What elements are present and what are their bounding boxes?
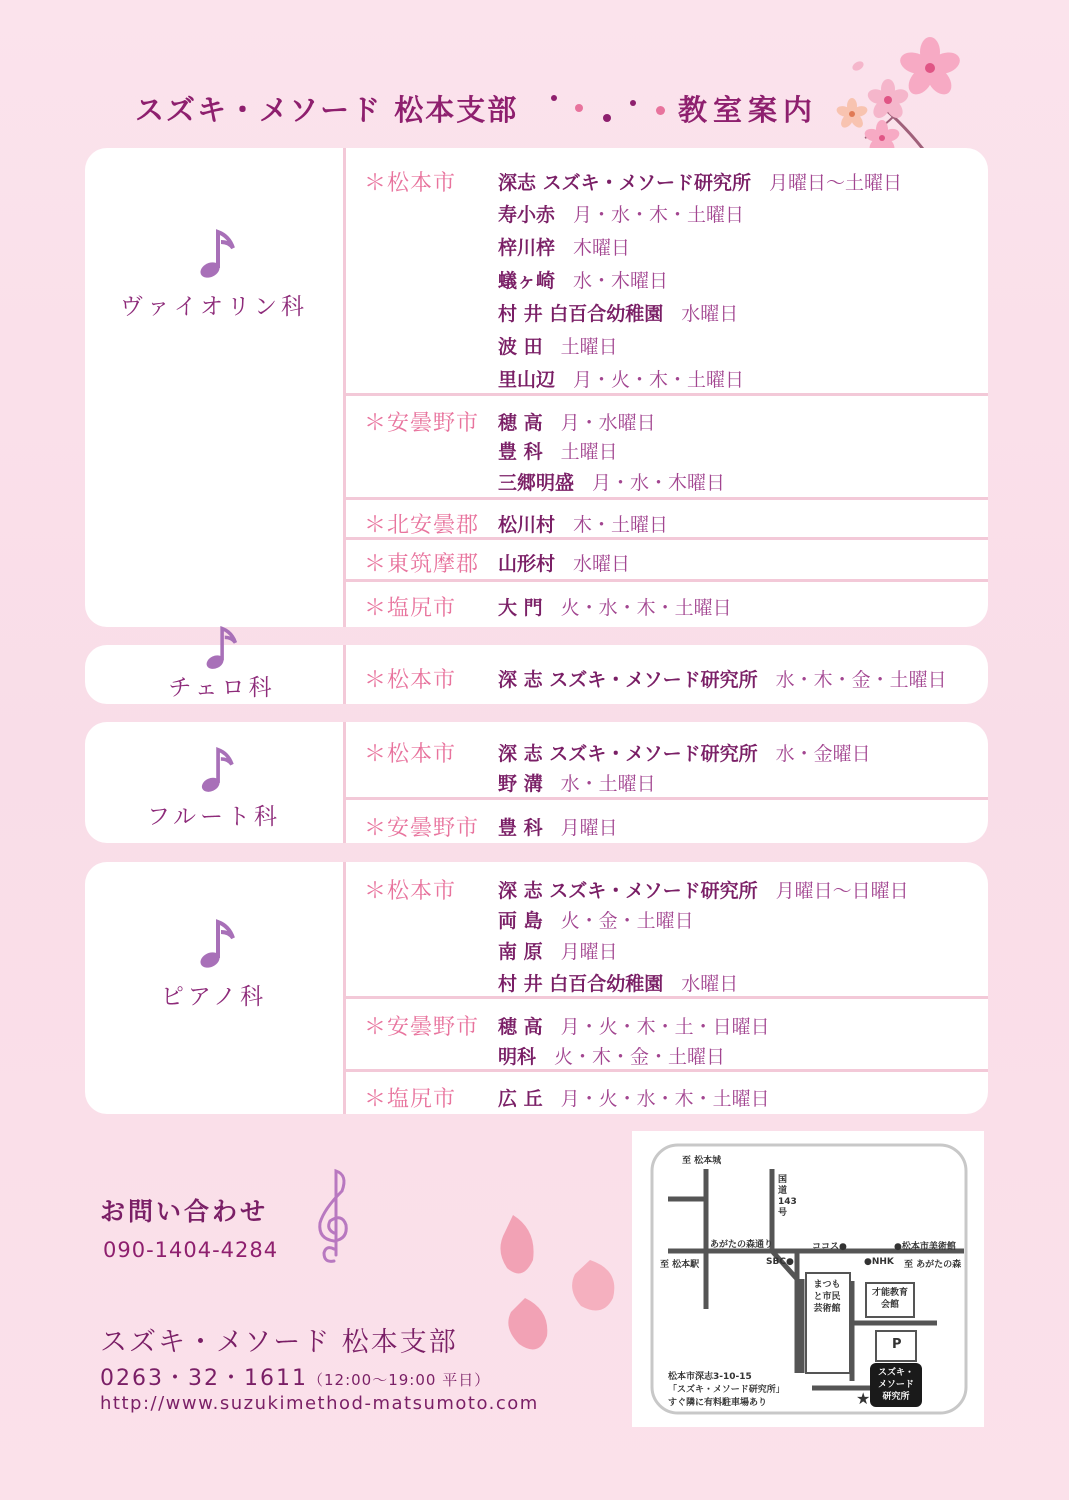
map-label: SBC● bbox=[766, 1257, 794, 1267]
list-item: 深志 スズキ・メソード研究所 月曜日〜土曜日 bbox=[498, 172, 903, 194]
region-block bbox=[346, 862, 988, 999]
region-block bbox=[346, 396, 988, 500]
decor-dot bbox=[575, 104, 583, 112]
region-block bbox=[346, 800, 988, 843]
region-block bbox=[346, 540, 988, 582]
list-item: 両 島 火・金・土曜日 bbox=[498, 910, 694, 932]
decor-dot bbox=[551, 95, 557, 101]
map-label: P bbox=[892, 1337, 902, 1352]
map-label: 松本市深志3-10-15 bbox=[668, 1372, 752, 1382]
dept-name: ヴァイオリン科 bbox=[119, 294, 309, 320]
region-name: ＊安曇野市 bbox=[364, 411, 480, 436]
map-label: スズキ・メソード研究所 bbox=[877, 1368, 914, 1402]
list-item: 穂 高 月・水曜日 bbox=[498, 412, 656, 434]
region-block bbox=[346, 645, 988, 704]
list-item: 深 志 スズキ・メソード研究所 水・木・金・土曜日 bbox=[498, 669, 947, 691]
region-name: ＊松本市 bbox=[364, 171, 457, 196]
page-subtitle: 教室案内 bbox=[678, 93, 819, 127]
list-item: 蟻ヶ崎 水・木曜日 bbox=[498, 270, 669, 292]
list-item: 松川村 木・土曜日 bbox=[498, 514, 669, 536]
list-item: 豊 科 土曜日 bbox=[498, 441, 618, 463]
petal-icon bbox=[495, 1210, 625, 1360]
list-item: 山形村 水曜日 bbox=[498, 553, 631, 575]
dept-name: フルート科 bbox=[146, 804, 282, 830]
org-url-link[interactable]: http://www.suzukimethod-matsumoto.com bbox=[100, 1393, 539, 1414]
map-label: ●NHK bbox=[864, 1257, 894, 1267]
org-name: スズキ・メソード 松本支部 bbox=[100, 1327, 458, 1358]
region-block bbox=[346, 148, 988, 396]
list-item: 波 田 土曜日 bbox=[498, 336, 618, 358]
region-name: ＊北安曇郡 bbox=[364, 513, 480, 538]
music-note-icon bbox=[203, 625, 243, 671]
region-block bbox=[346, 582, 988, 627]
list-item: 寿小赤 月・水・木・土曜日 bbox=[498, 204, 745, 226]
map-label: あがたの森通り bbox=[710, 1240, 774, 1250]
list-item: 三郷明盛 月・水・木曜日 bbox=[498, 472, 726, 494]
map-label: ●松本市美術館 bbox=[894, 1242, 956, 1252]
map-label: まつもと市民芸術館 bbox=[813, 1280, 841, 1314]
region-block bbox=[346, 722, 988, 800]
map-label: 「スズキ・メソード研究所」 bbox=[668, 1385, 785, 1395]
map-label: ココス● bbox=[812, 1242, 847, 1252]
region-name: ＊安曇野市 bbox=[364, 1015, 480, 1040]
map-label: 国道143号 bbox=[778, 1175, 797, 1218]
treble-clef-icon bbox=[312, 1165, 356, 1267]
list-item: 村 井 白百合幼稚園 水曜日 bbox=[498, 973, 739, 995]
list-item: 明科 火・木・金・土曜日 bbox=[498, 1046, 726, 1068]
access-map bbox=[632, 1131, 984, 1427]
map-label: 至 あがたの森 bbox=[904, 1260, 962, 1270]
music-note-icon bbox=[199, 228, 239, 280]
org-phone[interactable]: 0263・32・1611（12:00〜19:00 平日） bbox=[100, 1366, 491, 1391]
region-block bbox=[346, 1072, 988, 1114]
map-label: すぐ隣に有料駐車場あり bbox=[668, 1398, 768, 1408]
list-item: 深 志 スズキ・メソード研究所 水・金曜日 bbox=[498, 743, 871, 765]
contact-phone[interactable]: 090-1404-4284 bbox=[103, 1238, 279, 1262]
list-item: 豊 科 月曜日 bbox=[498, 817, 618, 839]
region-block bbox=[346, 500, 988, 540]
map-label: 才能教育会館 bbox=[871, 1288, 908, 1310]
map-label: 至 松本城 bbox=[682, 1156, 722, 1166]
list-item: 里山辺 月・火・木・土曜日 bbox=[498, 369, 745, 391]
region-name: ＊東筑摩郡 bbox=[364, 552, 480, 577]
region-name: ＊松本市 bbox=[364, 742, 457, 767]
violin-card bbox=[85, 148, 988, 627]
region-name: ＊安曇野市 bbox=[364, 816, 480, 841]
music-note-icon bbox=[199, 918, 239, 970]
decor-dot bbox=[603, 114, 611, 122]
list-item: 広 丘 月・火・水・木・土曜日 bbox=[498, 1088, 770, 1110]
region-name: ＊塩尻市 bbox=[364, 1087, 457, 1112]
dept-name: チェロ科 bbox=[168, 675, 276, 701]
list-item: 深 志 スズキ・メソード研究所 月曜日〜日曜日 bbox=[498, 880, 909, 902]
decor-dot bbox=[630, 100, 636, 106]
decor-dot bbox=[656, 106, 665, 115]
flute-card bbox=[85, 722, 988, 843]
list-item: 大 門 火・水・木・土曜日 bbox=[498, 597, 732, 619]
region-name: ＊松本市 bbox=[364, 668, 457, 693]
piano-card bbox=[85, 862, 988, 1114]
list-item: 穂 高 月・火・木・土・日曜日 bbox=[498, 1016, 770, 1038]
region-name: ＊松本市 bbox=[364, 879, 457, 904]
office-hours: （12:00〜19:00 平日） bbox=[307, 1371, 491, 1389]
list-item: 梓川梓 木曜日 bbox=[498, 237, 631, 259]
list-item: 南 原 月曜日 bbox=[498, 941, 618, 963]
page-title: スズキ・メソード 松本支部 bbox=[135, 93, 519, 127]
music-note-icon bbox=[199, 746, 239, 794]
list-item: 村 井 白百合幼稚園 水曜日 bbox=[498, 303, 739, 325]
region-block bbox=[346, 999, 988, 1072]
dept-column bbox=[85, 148, 346, 627]
list-item: 野 溝 水・土曜日 bbox=[498, 773, 656, 795]
region-name: ＊塩尻市 bbox=[364, 596, 457, 621]
map-star-icon: ★ bbox=[856, 1389, 871, 1408]
cherry-blossom-icon bbox=[830, 30, 970, 165]
contact-heading: お問い合わせ bbox=[100, 1197, 269, 1226]
dept-name: ピアノ科 bbox=[160, 984, 268, 1010]
map-label: 至 松本駅 bbox=[660, 1260, 700, 1270]
